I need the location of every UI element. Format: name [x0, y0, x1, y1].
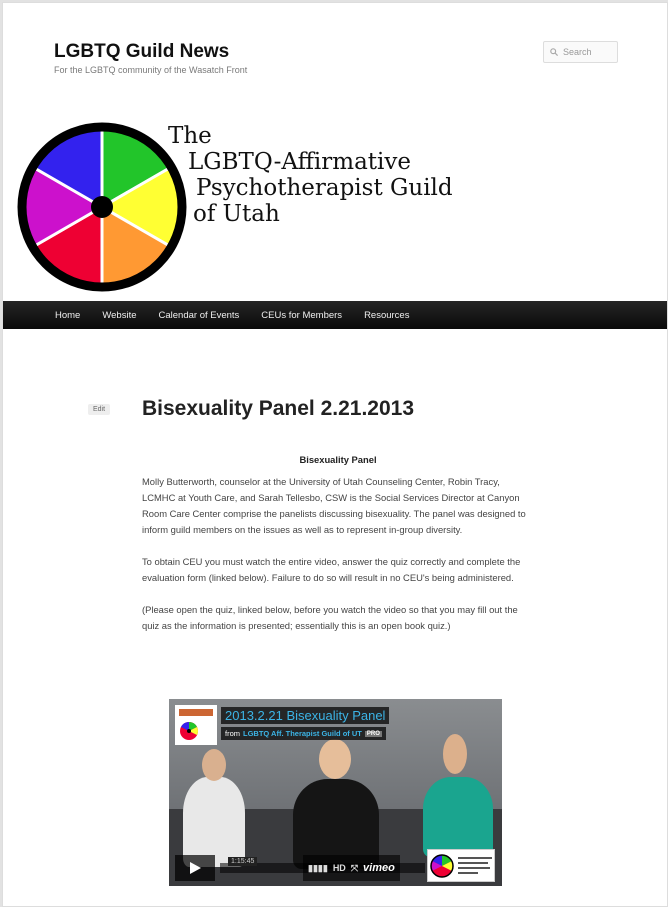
site-description: For the LGBTQ community of the Wasatch Front: [54, 65, 248, 75]
post-title[interactable]: Bisexuality Panel 2.21.2013: [142, 397, 415, 420]
play-icon: [190, 862, 201, 874]
channel-logo-icon[interactable]: [175, 705, 217, 745]
vimeo-logo[interactable]: vimeo: [363, 862, 395, 874]
panelist-head: [202, 749, 226, 781]
nav-item-home[interactable]: Home: [55, 309, 81, 321]
banner-text: [168, 123, 453, 227]
site-title[interactable]: LGBTQ Guild News: [54, 41, 230, 62]
header-banner[interactable]: [13, 121, 473, 293]
search-input[interactable]: [543, 41, 618, 63]
post-content: [142, 452, 534, 650]
post-paragraph: (Please open the quiz, linked below, before you watch the video so that you may fill out the quiz as the information is presented; essentially this is an open book quiz.): [142, 604, 518, 631]
channel-link[interactable]: LGBTQ Aff. Therapist Guild of UT: [243, 729, 362, 738]
banner-line: of Utah: [193, 201, 280, 227]
panelist: [183, 777, 245, 867]
post-paragraph: To obtain CEU you must watch the entire video, answer the quiz correctly and complete the evaluation form (linked below). Failure to do so will result in no CEU's being administered.: [142, 556, 521, 583]
banner-line: Psychotherapist Guild: [196, 175, 453, 201]
hd-button[interactable]: HD: [332, 863, 346, 873]
color-wheel-logo: [16, 121, 188, 293]
post-paragraph: Molly Butterworth, counselor at the University of Utah Counseling Center, Robin Tracy, LCMHC at Youth Care, and Sarah Tellesbo, CSW is the Social Services Director at Canyon Room Care Center comprise the panelists discussing bisexuality. The panel was designed to inform guild members on the issues as well as to represent in-group diversity.: [142, 476, 526, 535]
video-byline: [221, 727, 386, 740]
nav-item-website[interactable]: Website: [102, 309, 137, 321]
byline-from: from: [225, 729, 240, 738]
search-placeholder: Search: [563, 47, 592, 57]
fullscreen-icon[interactable]: ⤧: [350, 862, 359, 873]
banner-line: The: [168, 123, 212, 149]
control-icons: [303, 855, 400, 881]
main-nav: [3, 301, 668, 329]
page: [2, 2, 668, 907]
search-icon: [550, 48, 558, 56]
nav-item-ceus[interactable]: CEUs for Members: [261, 309, 343, 321]
panelist-head: [319, 739, 351, 779]
nav-item-calendar[interactable]: Calendar of Events: [158, 309, 240, 321]
post-heading: Bisexuality Panel: [299, 454, 377, 465]
nav-item-resources[interactable]: Resources: [364, 309, 410, 321]
video-title[interactable]: 2013.2.21 Bisexuality Panel: [221, 707, 389, 724]
banner-line: LGBTQ-Affirmative: [188, 149, 411, 175]
guild-badge-icon: [427, 849, 495, 882]
volume-icon[interactable]: ▮▮▮▮: [308, 862, 328, 873]
panelist: [423, 777, 493, 857]
video-player[interactable]: [169, 699, 502, 886]
edit-link[interactable]: Edit: [88, 404, 110, 415]
time-readout: 1:15:45: [228, 857, 257, 866]
pro-badge: PRO: [366, 730, 380, 737]
play-button[interactable]: [175, 855, 215, 881]
panelist-head: [443, 734, 467, 774]
